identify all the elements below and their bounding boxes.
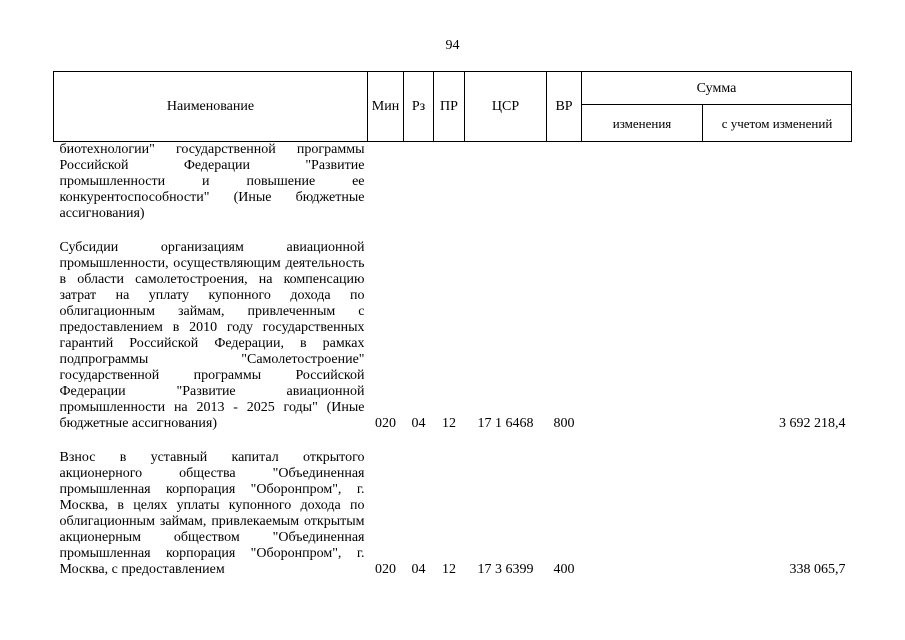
row-total: 3 692 218,4 [779,416,846,431]
row-total [703,142,852,223]
row-vr: 400 [553,562,575,577]
header-name: Наименование [54,72,368,142]
row-vr [547,142,582,223]
table-row [54,240,852,432]
row-total: 338 065,7 [789,562,846,577]
header-sum-change: изменения [582,105,703,142]
row-change [582,240,703,432]
row-pr [434,142,465,223]
header-sum: Сумма [582,72,852,105]
row-rz: 04 [411,416,426,431]
budget-table [53,71,852,578]
header-csr: ЦСР [465,72,547,142]
header-sum-with-change: с учетом изменений [703,105,852,142]
page-number: 94 [445,38,460,53]
row-name: Субсидии организациям авиационной промышленности, осуществляющим деятельность в области самолетостроения, на компенсацию затрат на уплату купонного дохода по облигационным займам, привлеченным с предоставлением в 2010 году государственных гарантий Российской Федерации, в рамках подпрограммы "Самолетостроение" государственной программы Российской Федерации "Развитие авиационной промышленности на 2013 - 2025 годы" (Иные бюджетные ассигнования) [59,240,365,431]
row-rz [404,142,434,223]
row-csr: 17 1 6468 [477,416,534,431]
row-change [582,142,703,223]
row-rz: 04 [411,562,426,577]
row-min [368,142,404,223]
row-pr: 12 [442,562,456,577]
row-min: 020 [375,562,396,577]
row-name: биотехнологии" государственной программы Российской Федерации "Развитие промышленности и повышение ее конкурентоспособности" (Иные бюджетные ассигнования) [59,142,365,221]
row-min: 020 [375,416,396,431]
row-change [582,450,703,578]
row-vr: 800 [553,416,575,431]
header-rz: Рз [404,72,434,142]
table-row [54,450,852,578]
row-pr: 12 [442,416,456,431]
table-header [54,72,852,142]
row-name: Взнос в уставный капитал открытого акционерного общества "Объединенная промышленная корпорация "Оборонпром", г. Москва, в целях уплаты купонного дохода по облигационным займам, привлекаемым открытым акционерным обществом "Объединенная промышленная корпорация "Оборонпром", г. Москва, с предоставлением [59,450,365,577]
header-pr: ПР [434,72,465,142]
header-min: Мин [368,72,404,142]
table-row [54,142,852,223]
header-vr: ВР [547,72,582,142]
row-csr [465,142,547,223]
row-csr: 17 3 6399 [477,562,534,577]
